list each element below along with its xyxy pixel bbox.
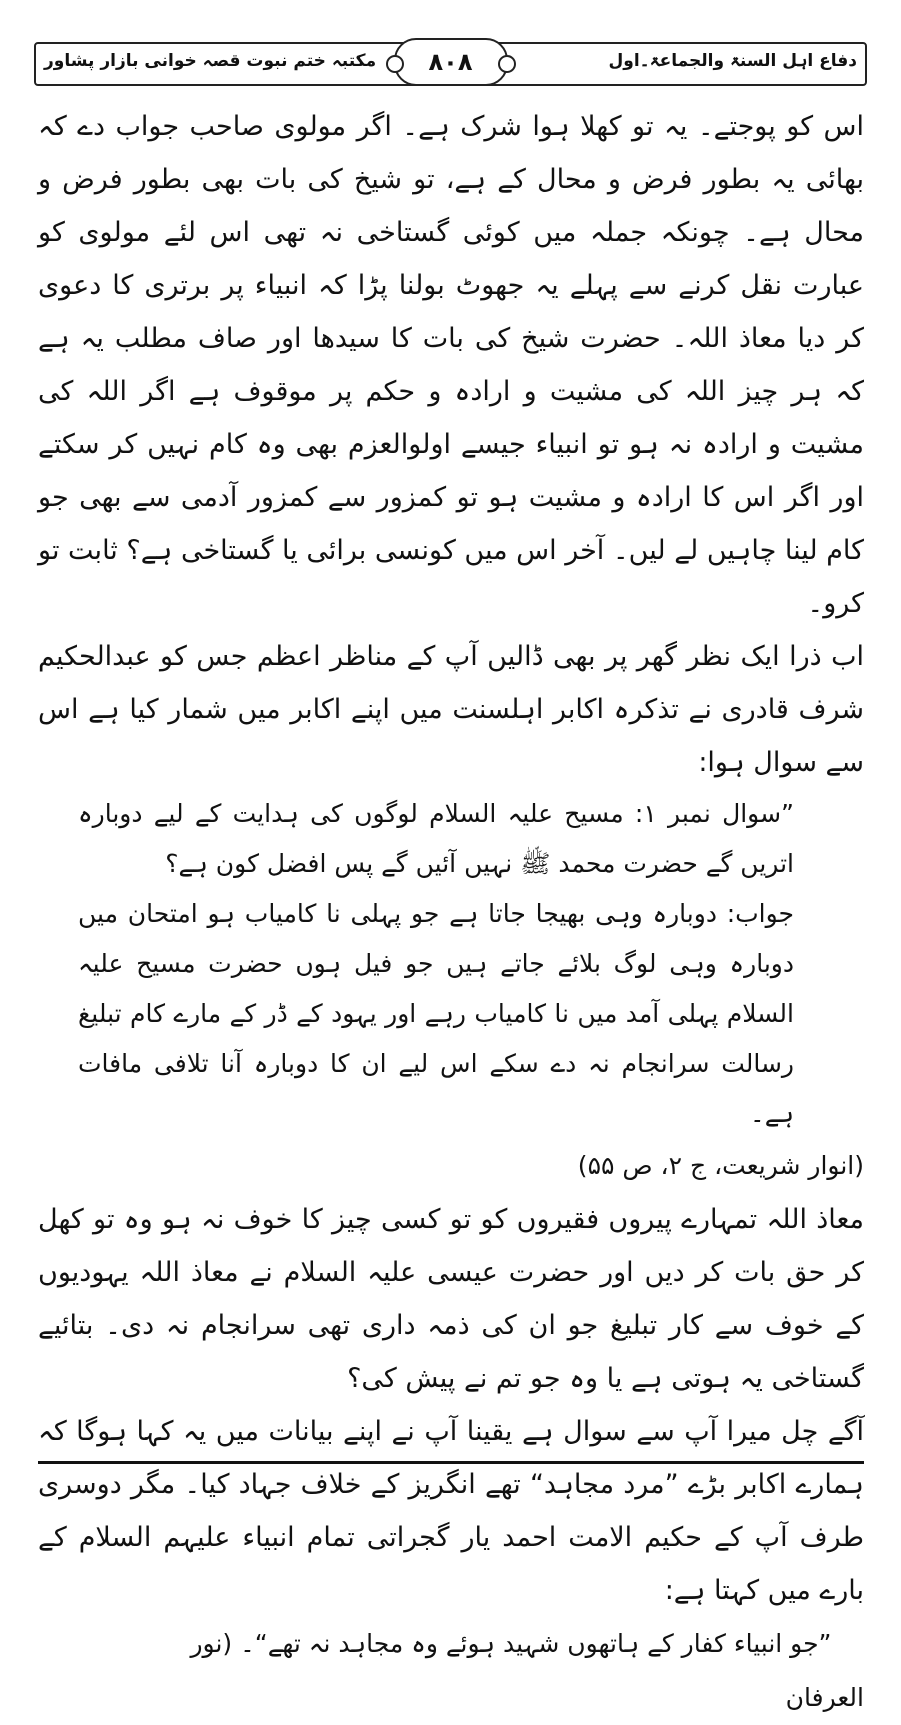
publisher-name: مکتبہ ختم نبوت قصہ خوانی بازار پشاور (44, 51, 377, 71)
page-number: ۸۰۸ (394, 38, 508, 86)
paragraph-4: آگے چل میرا آپ سے سوال ہے یقینا آپ نے اپنے بیانات میں یہ کہا ہوگا کہ ہمارے اکابر بڑے ”مرد مجاہد“ تھے انگریز کے خلاف جہاد کیا۔ مگر دوسری طرف آپ کے حکیم الامت احمد یار گجراتی تمام انبیاء علیہم السلام کے بارے میں کہتا ہے: (38, 1416, 864, 1606)
book-title: دفاع اہل السنۃ والجماعۃ۔اول (608, 51, 857, 71)
quote-question: ”سوال نمبر ۱: مسیح علیہ السلام لوگوں کی ہدایت کے لیے دوبارہ اتریں گے حضرت محمد ﷺ نہیں آئیں گے پس افضل کون ہے؟ (78, 799, 794, 878)
page-header (34, 42, 867, 92)
final-quote: ”جو انبیاء کفار کے ہاتھوں شہید ہوئے وہ مجاہد نہ تھے“۔ (نور العرفان (190, 1629, 864, 1712)
quote-reference: (انوار شریعت، ج ۲، ص ۵۵) (577, 1151, 864, 1180)
paragraph-2: اب ذرا ایک نظر گھر پر بھی ڈالیں آپ کے مناظر اعظم جس کو عبدالحکیم شرف قادری نے تذکرہ اکابر اہلسنت میں اپنے اکابر میں شمار کیا ہے اس سے سوال ہوا: (38, 641, 864, 778)
paragraph-3: معاذ اللہ تمہارے پیروں فقیروں کو تو کسی چیز کا خوف نہ ہو وہ تو کھل کر حق بات کر دیں اور حضرت عیسی علیہ السلام نے معاذ اللہ یہودیوں کے خوف سے کار تبلیغ جو ان کی ذمہ داری تھی سرانجام نہ دی۔ بتائیے گستاخی یہ ہوتی ہے یا وہ جو تم نے پیش کی؟ (38, 1204, 864, 1394)
paragraph-1: اس کو پوجتے۔ یہ تو کھلا ہوا شرک ہے۔ اگر مولوی صاحب جواب دے کہ بھائی یہ بطور فرض و محال کے ہے، تو شیخ کی بات بھی بطور فرض و محال ہے۔ چونکہ جملہ میں کوئی گستاخی نہ تھی اس لئے مولوی کو عبارت نقل کرنے سے پہلے یہ جھوٹ بولنا پڑا کہ انبیاء پر برتری کا دعوی کر دیا معاذ اللہ۔ حضرت شیخ کی بات کا سیدھا اور صاف مطلب یہ ہے کہ ہر چیز اللہ کی مشیت و ارادہ و حکم پر موقوف ہے اگر اللہ کی مشیت و ارادہ نہ ہو تو انبیاء جیسے اولوالعزم بھی وہ کام نہیں کر سکتے اور اگر اس کا ارادہ و مشیت ہو تو کمزور سے کمزور آدمی سے بھی جو کام لینا چاہیں لے لیں۔ آخر اس میں کونسی برائی یا گستاخی ہے؟ ثابت تو کرو۔ (38, 111, 864, 619)
quoted-question-answer (38, 789, 864, 1139)
page-body (38, 100, 864, 1725)
quote-answer: جواب: دوبارہ وہی بھیجا جاتا ہے جو پہلی نا کامیاب ہو امتحان میں دوبارہ وہی لوگ بلائے جاتے ہیں جو فیل ہوں حضرت مسیح علیہ السلام پہلی آمد میں نا کامیاب رہے اور یہود کے ڈر کے مارے کام تبلیغ رسالت سرانجام نہ دے سکے اس لیے ان کا دوبارہ آنا تلافی مافات ہے۔ (78, 899, 794, 1128)
footer-rule (38, 1461, 864, 1464)
